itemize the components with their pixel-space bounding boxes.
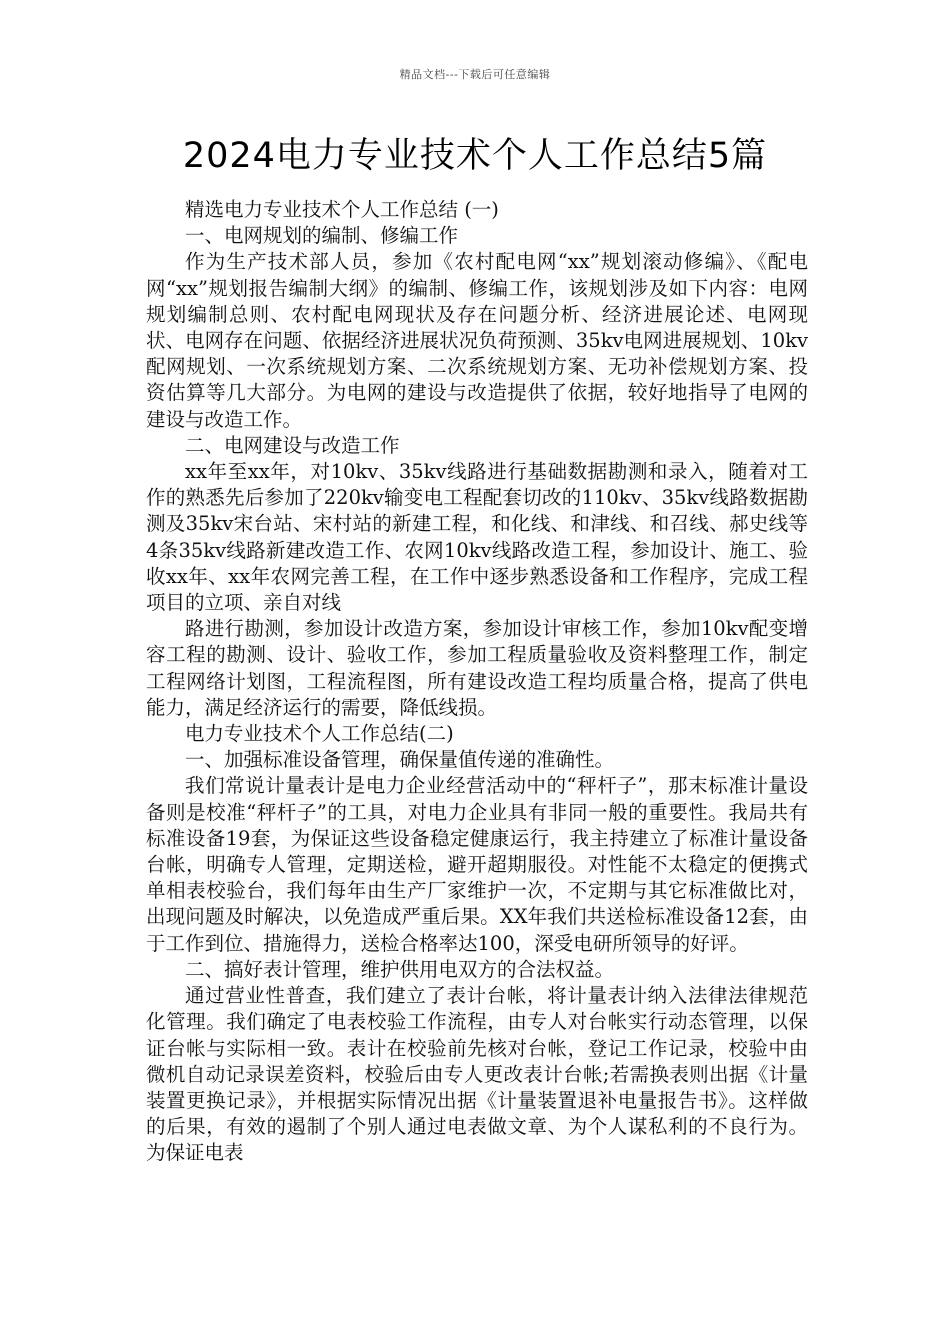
subheading-meter-management: 二、搞好表计管理，维护供用电双方的合法权益。	[185, 957, 615, 981]
subheading-grid-construction: 二、电网建设与改造工作	[185, 433, 400, 457]
header-note: 精品文档---下载后可任意编辑	[399, 68, 551, 81]
section-heading-2: 电力专业技术个人工作总结(二)	[185, 722, 454, 746]
document-body	[146, 197, 808, 1167]
paragraph-grid-planning: 作为生产技术部人员，参加《农村配电网“xx”规划滚动修编》、《配电网“xx”规划报告编制大纲》的编制、修编工作，该规划涉及如下内容：电网规划编制总则、农村配电网现状及存在问题分析、经济进展论述、电网现状、电网存在问题、依据经济进展状况负荷预测、35kv电网进展规划、10kv配网规划、一次系统规划方案、二次系统规划方案、无功补偿规划方案、投资估算等几大部分。为电网的建设与改造提供了依据，较好地指导了电网的建设与改造工作。	[146, 250, 808, 431]
subheading-grid-planning: 一、电网规划的编制、修编工作	[185, 224, 459, 248]
paragraph-survey-design: 路进行勘测，参加设计改造方案，参加设计审核工作，参加10kv配变增容工程的勘测、设计、验收工作，参加工程质量验收及资料整理工作，制定工程网络计划图，工程流程图，所有建设改造工程均质量合格，提高了供电能力，满足经济运行的需要，降低线损。	[146, 617, 808, 719]
paragraph-standard-equipment: 我们常说计量表计是电力企业经营活动中的“秤杆子”，那末标准计量设备则是校准“秤杆子”的工具，对电力企业具有非同一般的重要性。我局共有标准设备19套，为保证这些设备稳定健康运行，我主持建立了标准计量设备台帐，明确专人管理，定期送检，避开超期服役。对性能不太稳定的便携式单相表校验台，我们每年由生产厂家维护一次，不定期与其它标准做比对，出现问题及时解决，以免造成严重后果。XX年我们共送检标准设备12套，由于工作到位、措施得力，送检合格率达100，深受电研所领导的好评。	[146, 774, 808, 955]
section-heading-1: 精选电力专业技术个人工作总结 (一)	[185, 198, 499, 221]
document-title: 2024电力专业技术个人工作总结5篇	[182, 136, 768, 176]
paragraph-grid-construction: xx年至xx年，对10kv、35kv线路进行基础数据勘测和录入，随着对工作的熟悉先后参加了220kv输变电工程配套切改的110kv、35kv线路数据勘测及35kv宋台站、宋村站的新建工程，和化线、和津线、和召线、郝史线等4条35kv线路新建改造工作、农网10kv线路改造工程，参加设计、施工、验收xx年、xx年农网完善工程，在工作中逐步熟悉设备和工作程序，完成工程项目的立项、亲自对线	[146, 460, 808, 615]
paragraph-meter-management: 通过营业性普查，我们建立了表计台帐，将计量表计纳入法律法律规范化管理。我们确定了电表校验工作流程，由专人对台帐实行动态管理，以保证台帐与实际相一致。表计在校验前先核对台帐，登记工作记录，校验中由微机自动记录误差资料，校验后由专人更改表计台帐;若需换表则出据《计量装置更换记录》，并根据实际情况出据《计量装置退补电量报告书》。这样做的后果，有效的遏制了个别人通过电表做文章、为个人谋私利的不良行为。为保证电表	[146, 984, 808, 1165]
subheading-standard-equipment: 一、加强标准设备管理，确保量值传递的准确性。	[185, 748, 615, 772]
